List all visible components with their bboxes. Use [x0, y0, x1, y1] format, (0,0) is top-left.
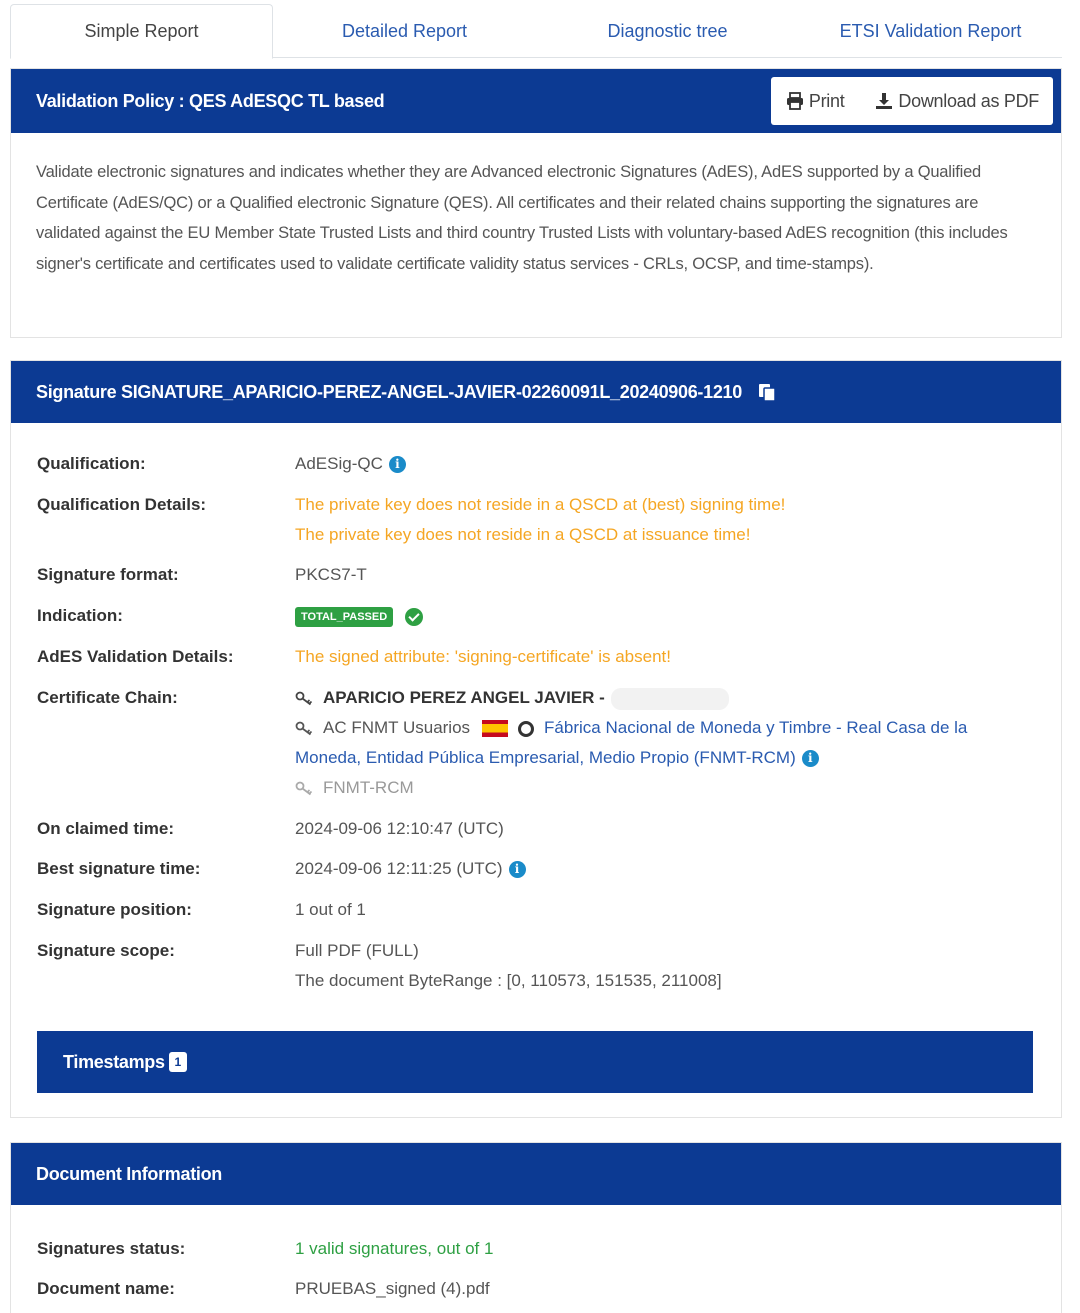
signature-header: [11, 361, 1061, 423]
document-name-label: Document name:: [37, 1279, 175, 1298]
document-name-value: PRUEBAS_signed (4).pdf: [295, 1279, 490, 1298]
signature-title: Signature SIGNATURE_APARICIO-PEREZ-ANGEL-JAVIER-02260091L_20240906-1210: [36, 381, 742, 402]
ades-details-row: [37, 642, 1037, 672]
signature-scope-detail: The document ByteRange : [0, 110573, 151535, 211008]: [295, 971, 722, 990]
chain-intermediate-name: AC FNMT Usuarios: [323, 718, 471, 737]
copy-icon[interactable]: [756, 381, 778, 403]
ades-details-value: The signed attribute: 'signing-certificate' is absent!: [295, 647, 671, 666]
claimed-time-row: [37, 814, 1037, 844]
status-badge: TOTAL_PASSED: [295, 607, 393, 627]
validation-policy-description: Validate electronic signatures and indicates whether they are Advanced electronic Signatures (AdES), AdES supported by a Qualified Certificate (AdES/QC) or a Qualified electronic Signature (QES). All certificates and their related chains supporting the signatures are validated against the EU Member State Trusted Lists and third country Trusted Lists with voluntary-based AdES recognition (this includes signer's certificate and certificates used to validate certificate validity status services - CRLs, OCSP, and time-stamps).: [36, 163, 1008, 273]
document-information-card: [10, 1142, 1062, 1313]
download-pdf-label: Download as PDF: [898, 90, 1039, 111]
indication-label: Indication:: [37, 606, 123, 625]
timestamps-count-badge: 1: [169, 1052, 187, 1072]
chain-intermediate: [295, 713, 1037, 773]
signature-details: [37, 449, 1037, 996]
signature-format-row: [37, 560, 1037, 590]
signature-format-label: Signature format:: [37, 565, 179, 584]
validation-policy-header: [11, 69, 1061, 133]
trust-service-provider-link[interactable]: Fábrica Nacional de Moneda y Timbre - Real Casa de la Moneda, Entidad Pública Empresarial, Medio Propio (FNMT-RCM): [295, 718, 968, 767]
download-icon: [874, 91, 894, 111]
qualification-details-label: Qualification Details:: [37, 495, 207, 514]
key-icon: [295, 781, 315, 797]
best-time-value: 2024-09-06 12:11:25 (UTC): [295, 859, 503, 878]
signature-scope-value: Full PDF (FULL): [295, 941, 419, 960]
validation-policy-card: [10, 68, 1062, 338]
document-name-row: [37, 1269, 1037, 1309]
qualification-row: [37, 449, 1037, 479]
ades-details-label: AdES Validation Details:: [37, 647, 234, 666]
redacted-block: [611, 688, 729, 710]
timestamps-label: Timestamps: [63, 1051, 165, 1072]
print-button[interactable]: [785, 91, 845, 112]
claimed-time-value: 2024-09-06 12:10:47 (UTC): [295, 819, 504, 838]
timestamps-panel-toggle[interactable]: [37, 1031, 1033, 1093]
document-details: [37, 1229, 1037, 1309]
signatures-status-value: 1 valid signatures, out of 1: [295, 1239, 494, 1258]
best-time-label: Best signature time:: [37, 859, 201, 878]
report-tabs: [10, 4, 1062, 58]
tab-simple-report[interactable]: Simple Report: [10, 4, 273, 59]
key-icon: [295, 691, 315, 707]
chain-signer: [295, 683, 1037, 713]
indication-row: [37, 601, 1037, 631]
signature-position-row: [37, 895, 1037, 925]
print-label: Print: [808, 90, 845, 111]
qualification-detail-1: The private key does not reside in a QSCD at (best) signing time!: [295, 495, 786, 514]
info-icon[interactable]: i: [802, 750, 819, 767]
signature-position-label: Signature position:: [37, 900, 192, 919]
signature-card: [10, 360, 1062, 1118]
qualification-label: Qualification:: [37, 454, 146, 473]
chain-signer-name: APARICIO PEREZ ANGEL JAVIER -: [323, 688, 605, 707]
chain-root: [295, 773, 1037, 803]
trusted-service-icon: [518, 721, 534, 737]
signature-position-value: 1 out of 1: [295, 900, 366, 919]
certificate-chain-row: [37, 683, 1037, 803]
tab-detailed-report[interactable]: Detailed Report: [341, 20, 468, 41]
download-pdf-button[interactable]: [874, 91, 1039, 112]
qualification-value: AdESig-QC: [295, 454, 383, 473]
best-time-row: [37, 854, 1037, 884]
report-actions: [771, 77, 1053, 125]
key-icon: [295, 721, 315, 737]
tab-diagnostic-tree[interactable]: Diagnostic tree: [607, 20, 728, 41]
info-icon[interactable]: i: [389, 456, 406, 473]
spain-flag-icon: [482, 720, 508, 737]
signatures-status-label: Signatures status:: [37, 1239, 186, 1258]
signature-scope-row: [37, 936, 1037, 996]
validation-policy-title: Validation Policy : QES AdESQC TL based: [36, 90, 385, 111]
document-information-header: [11, 1143, 1061, 1205]
document-information-title: Document Information: [36, 1163, 222, 1184]
qualification-details-row: [37, 490, 1037, 550]
signature-scope-label: Signature scope:: [37, 941, 175, 960]
info-icon[interactable]: i: [509, 861, 526, 878]
chain-root-name: FNMT-RCM: [323, 778, 414, 797]
claimed-time-label: On claimed time:: [37, 819, 174, 838]
printer-icon: [785, 91, 805, 111]
signature-format-value: PKCS7-T: [295, 565, 367, 584]
tab-etsi-validation-report[interactable]: ETSI Validation Report: [839, 20, 1022, 41]
certificate-chain-label: Certificate Chain:: [37, 688, 178, 707]
check-circle-icon: [405, 608, 423, 626]
signatures-status-row: [37, 1229, 1037, 1269]
qualification-detail-2: The private key does not reside in a QSCD at issuance time!: [295, 525, 751, 544]
